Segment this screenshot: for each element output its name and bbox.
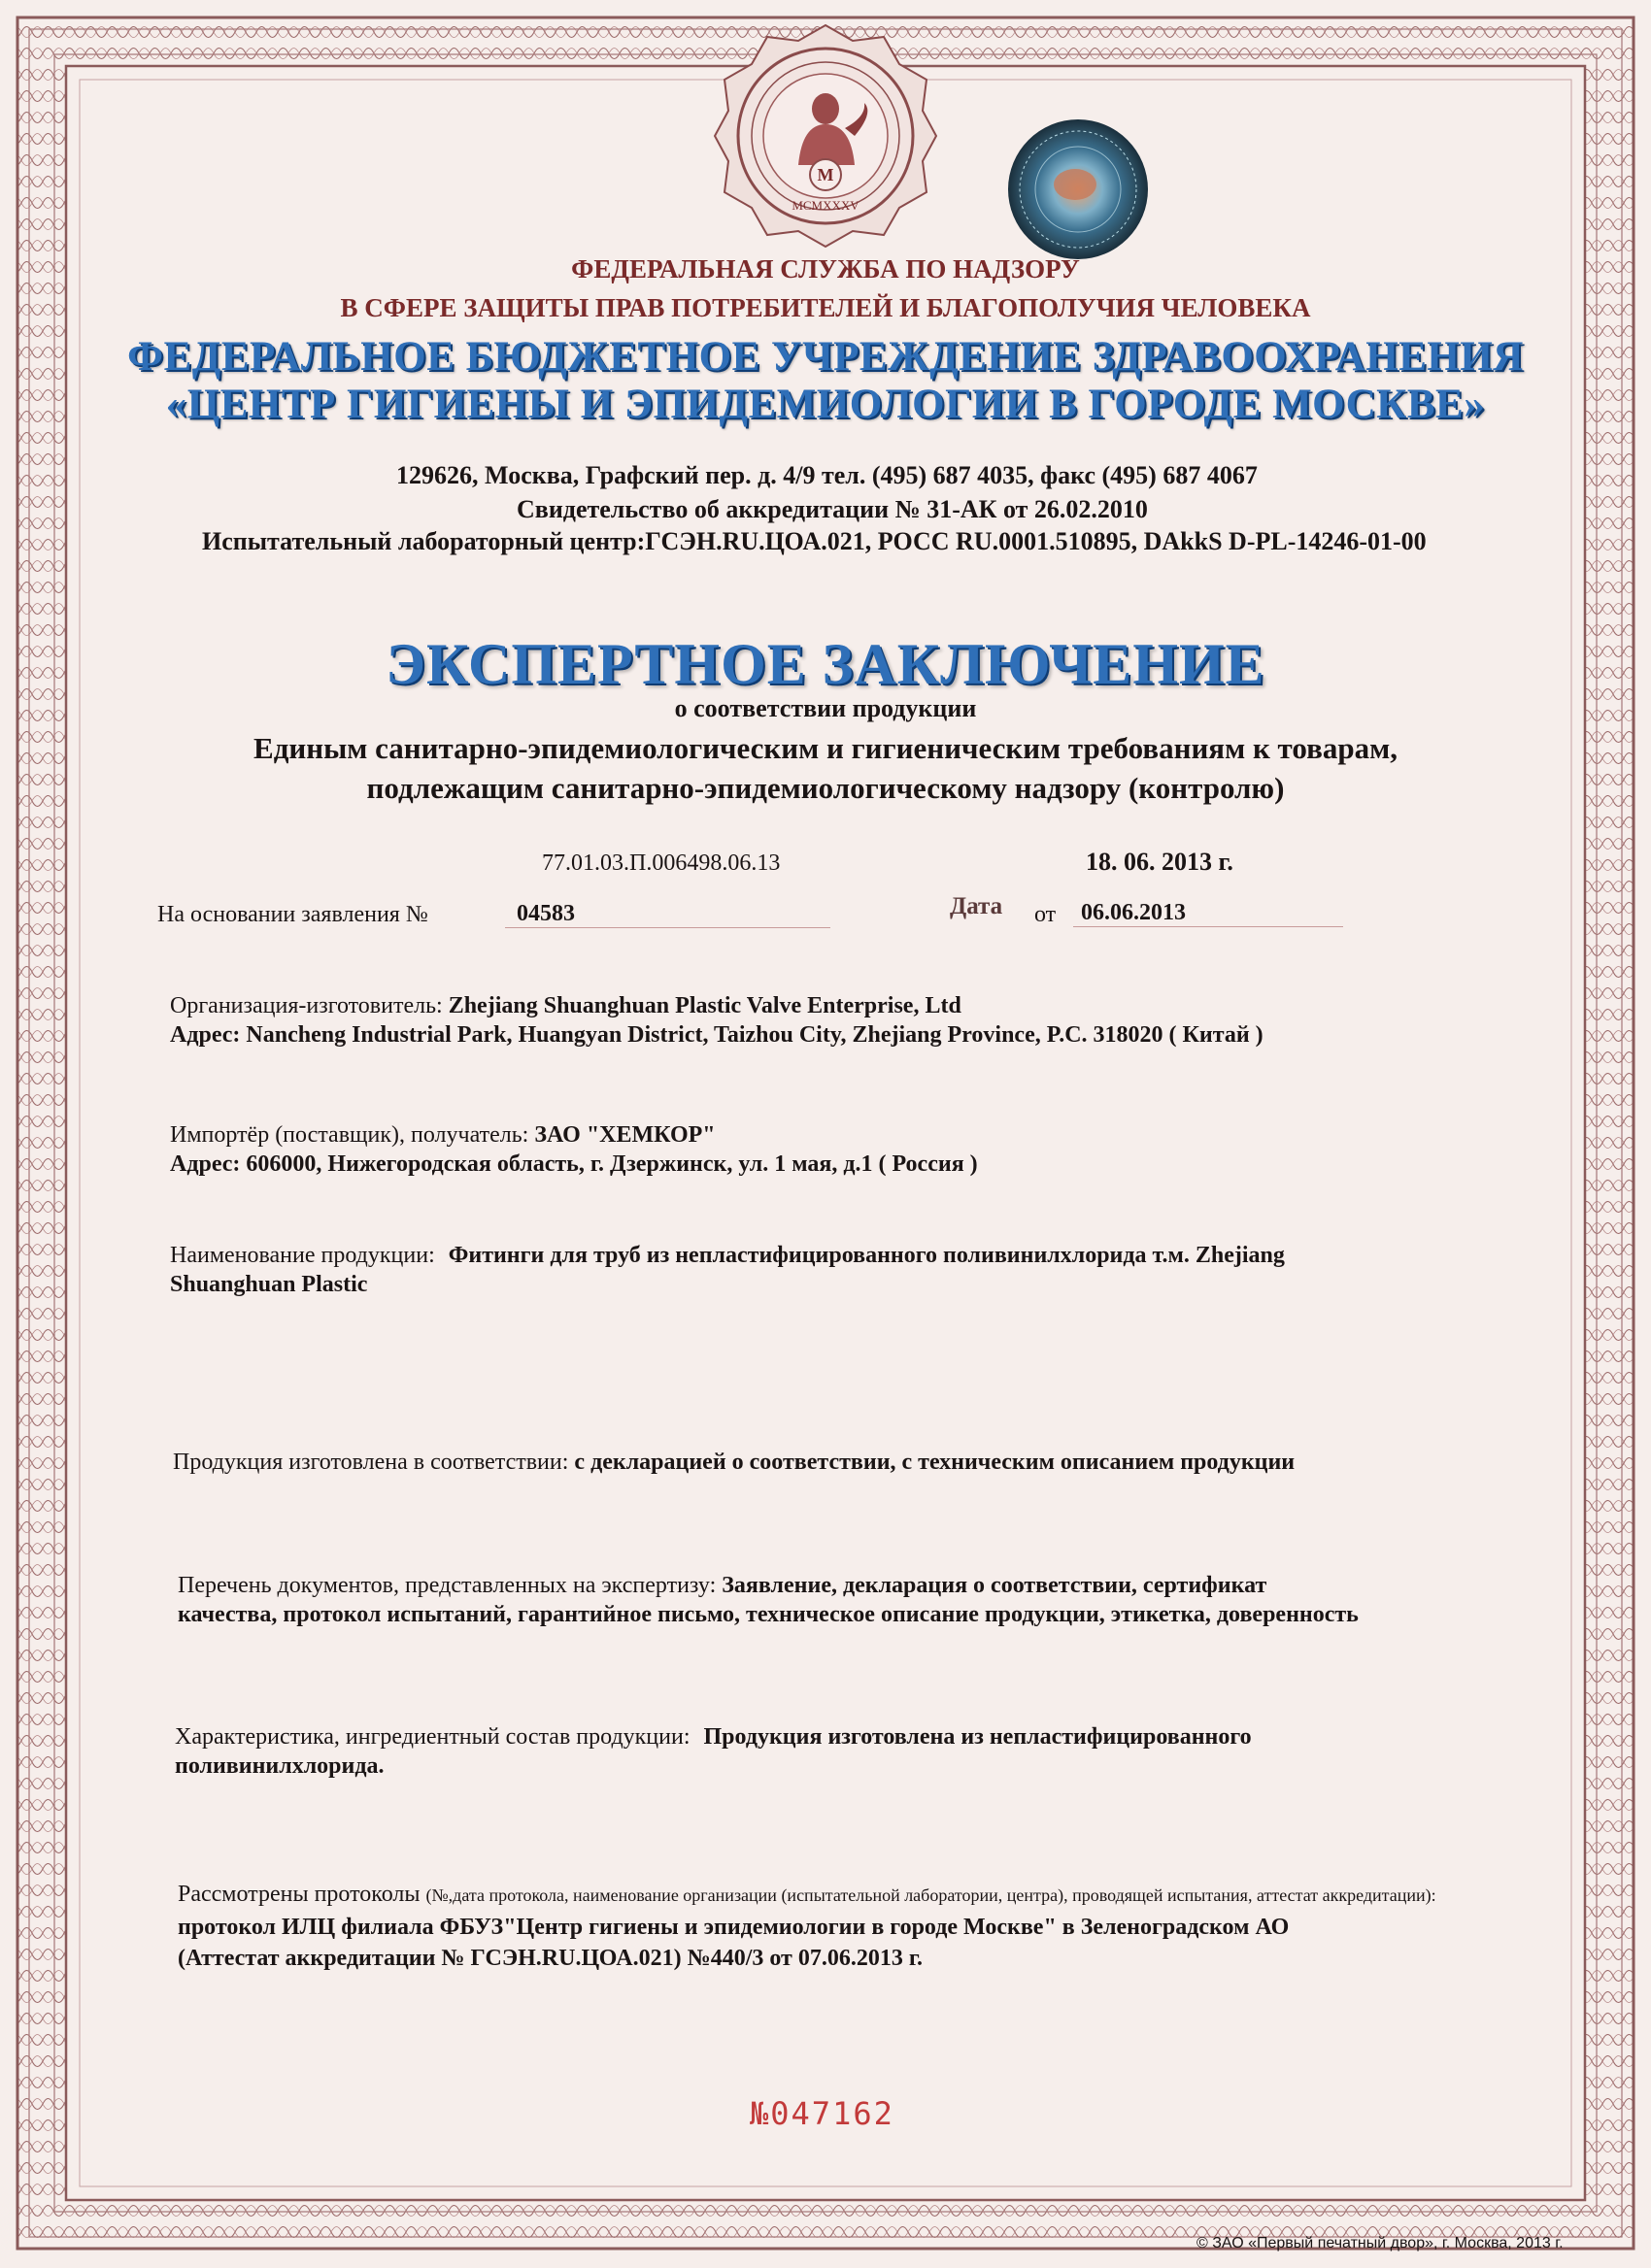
product-label: Наименование продукции: — [170, 1243, 435, 1268]
emblem-seal — [709, 19, 942, 252]
registration-date: 18. 06. 2013 г. — [1086, 848, 1233, 876]
product-name-line-1: Фитинги для труб из непластифицированного поливинилхлорида т.м. Zhejiang — [448, 1243, 1285, 1268]
application-from-label: от — [1034, 902, 1057, 927]
importer-block — [170, 1122, 716, 1149]
manufacturer-label: Организация-изготовитель: — [170, 993, 443, 1018]
documents-value-line-2: качества, протокол испытаний, гарантийное письмо, техническое описание продукции, этикетка, доверенность — [178, 1602, 1359, 1627]
agency-line-1: ФЕДЕРАЛЬНАЯ СЛУЖБА ПО НАДЗОРУ — [571, 254, 1080, 284]
composition-label: Характеристика, ингредиентный состав продукции: — [175, 1724, 691, 1750]
compliance-block — [173, 1450, 1295, 1476]
manufacturer-block — [170, 993, 961, 1019]
application-date-label: Дата — [950, 893, 1003, 919]
composition-block — [175, 1724, 1252, 1751]
documents-value-line-1: Заявление, декларация о соответствии, сертификат — [722, 1573, 1267, 1598]
product-name-line-2: Shuanghuan Plastic — [170, 1272, 368, 1297]
protocols-note: (№,дата протокола, наименование организации (испытательной лаборатории, центра), проводящей испытания, аттестат аккредитации): — [425, 1885, 1436, 1905]
application-label: На основании заявления № — [157, 902, 428, 927]
importer-label: Импортёр (поставщик), получатель: — [170, 1122, 529, 1148]
application-date-underline — [1073, 926, 1343, 927]
serial-number: №047162 — [750, 2095, 894, 2132]
protocols-block — [178, 1882, 1436, 1908]
protocols-label: Рассмотрены протоколы — [178, 1882, 421, 1907]
composition-value-line-1: Продукция изготовлена из непластифицированного — [703, 1724, 1252, 1750]
product-block — [170, 1243, 1285, 1269]
documents-label: Перечень документов, представленных на экспертизу: — [178, 1573, 717, 1598]
protocols-value-line-1: протокол ИЛЦ филиала ФБУЗ"Центр гигиены и эпидемиологии в городе Москве" в Зеленоградском АО — [178, 1915, 1290, 1940]
application-number-underline — [505, 927, 830, 928]
manufacturer-name: Zhejiang Shuanghuan Plastic Valve Enterprise, Ltd — [448, 993, 961, 1018]
importer-address: Адрес: 606000, Нижегородская область, г. Дзержинск, ул. 1 мая, д.1 ( Россия ) — [170, 1151, 978, 1177]
composition-value-line-2: поливинилхлорида. — [175, 1753, 385, 1779]
documents-block — [178, 1573, 1266, 1599]
document-title: ЭКСПЕРТНОЕ ЗАКЛЮЧЕНИЕ — [386, 632, 1265, 696]
emblem-letter: M — [817, 165, 834, 184]
compliance-label: Продукция изготовлена в соответствии: — [173, 1450, 569, 1475]
manufacturer-address: Адрес: Nancheng Industrial Park, Huangyan District, Taizhou City, Zhejiang Province, P.C. 318020 ( Китай ) — [170, 1022, 1264, 1048]
title-sub-3: подлежащим санитарно-эпидемиологическому надзору (контролю) — [366, 771, 1285, 805]
institution-line-1: ФЕДЕРАЛЬНОЕ БЮДЖЕТНОЕ УЧРЕЖДЕНИЕ ЗДРАВООХРАНЕНИЯ — [127, 334, 1524, 380]
protocols-value-line-2: (Аттестат аккредитации № ГСЭН.RU.ЦОА.021) №440/3 от 07.06.2013 г. — [178, 1946, 924, 1971]
application-number: 04583 — [517, 901, 575, 926]
printer-footer: © ЗАО «Первый печатный двор», г. Москва, 2013 г. — [1196, 2235, 1564, 2251]
accreditation-certificate: Свидетельство об аккредитации № 31-АК от 26.02.2010 — [517, 495, 1148, 523]
institution-address: 129626, Москва, Графский пер. д. 4/9 тел. (495) 687 4035, факс (495) 687 4067 — [396, 461, 1258, 489]
institution-line-2: «ЦЕНТР ГИГИЕНЫ И ЭПИДЕМИОЛОГИИ В ГОРОДЕ МОСКВЕ» — [165, 382, 1486, 427]
agency-line-2: В СФЕРЕ ЗАЩИТЫ ПРАВ ПОТРЕБИТЕЛЕЙ И БЛАГОПОЛУЧИЯ ЧЕЛОВЕКА — [340, 293, 1311, 322]
emblem-year: MCMXXXV — [792, 198, 859, 213]
compliance-value: с декларацией о соответствии, с техническим описанием продукции — [574, 1450, 1296, 1475]
application-date: 06.06.2013 — [1081, 900, 1186, 925]
lab-center: Испытательный лабораторный центр:ГСЭН.RU.ЦОА.021, РОСС RU.0001.510895, DAkkS D-PL-14246-01-00 — [202, 527, 1427, 555]
title-sub-1: о соответствии продукции — [674, 694, 977, 722]
title-sub-2: Единым санитарно-эпидемиологическим и гигиеническим требованиям к товарам, — [253, 731, 1398, 765]
hologram-sticker — [1005, 117, 1151, 262]
registration-number: 77.01.03.П.006498.06.13 — [542, 850, 781, 876]
importer-name: ЗАО "ХЕМКОР" — [534, 1122, 716, 1148]
